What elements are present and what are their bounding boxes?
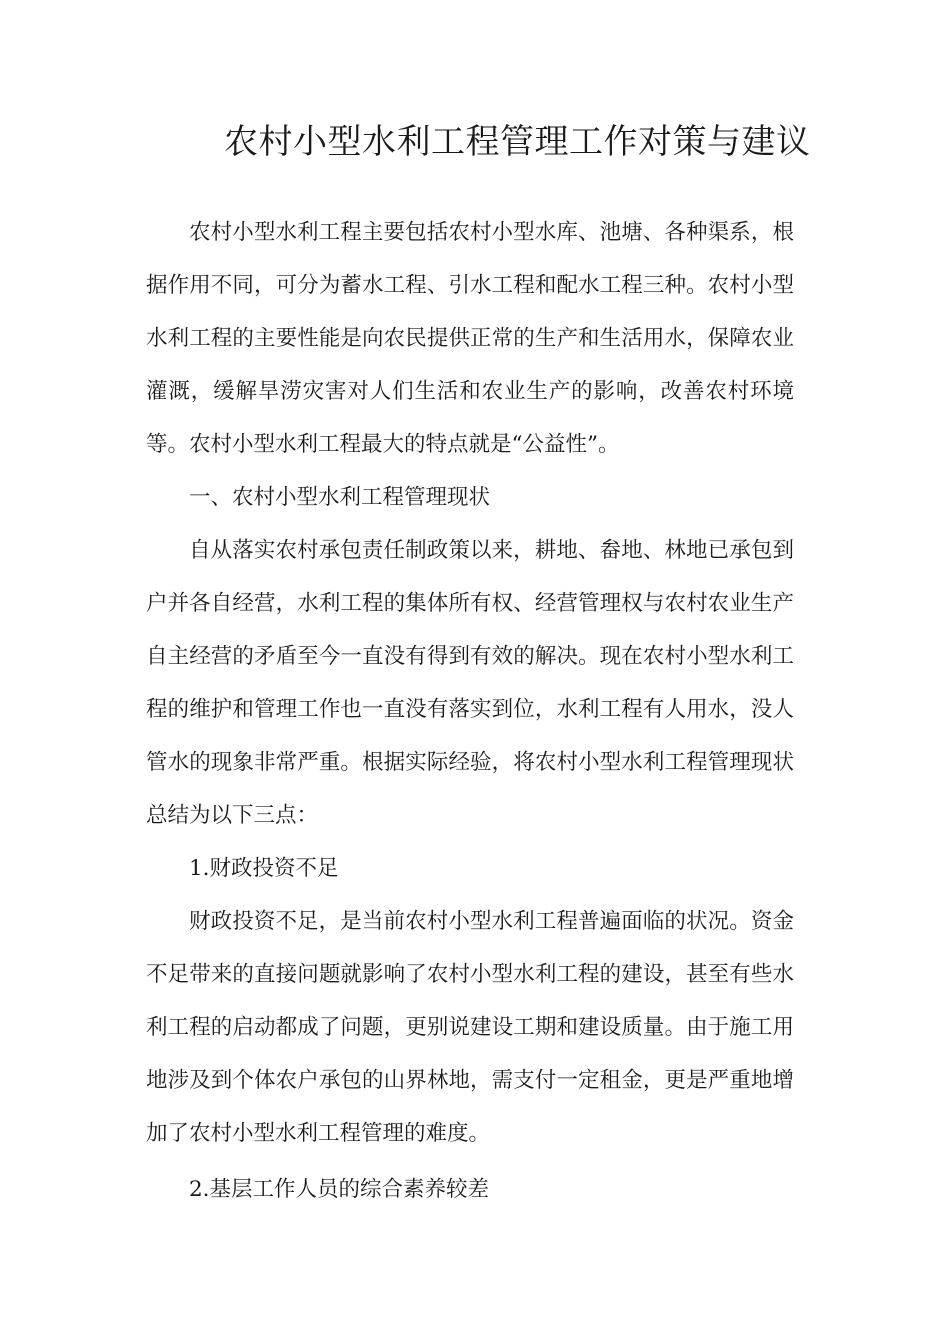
intro-paragraph: 农村小型水利工程主要包括农村小型水库、池塘、各种渠系，根据作用不同，可分为蓄水工程、引水工程和配水工程三种。农村小型水利工程的主要性能是向农民提供正常的生产和生活用水，保障农业灌溉，缓解旱涝灾害对人们生活和农业生产的影响，改善农村环境等。农村小型水利工程最大的特点就是“公益性”。 — [146, 220, 794, 457]
document-title: 农村小型水利工程管理工作对策与建议 — [224, 122, 811, 162]
subheading-1: 1.财政投资不足 — [189, 856, 339, 881]
subheading-2: 2.基层工作人员的综合素养较差 — [189, 1177, 490, 1202]
section-1-paragraph: 自从落实农村承包责任制政策以来，耕地、畚地、林地已承包到户并各自经营，水利工程的集体所有权、经营管理权与农村农业生产自主经营的矛盾至今一直没有得到有效的解决。现在农村小型水利工程的维护和管理工作也一直没有落实到位，水利工程有人用水，没人管水的现象非常严重。根据实际经验，将农村小型水利工程管理现状总结为以下三点： — [146, 538, 794, 828]
subsection-1-paragraph: 财政投资不足，是当前农村小型水利工程普遍面临的状况。资金不足带来的直接问题就影响了农村小型水利工程的建设，甚至有些水利工程的启动都成了问题，更别说建设工期和建设质量。由于施工用地涉及到个体农户承包的山界林地，需支付一定租金，更是严重地增加了农村小型水利工程管理的难度。 — [146, 909, 794, 1146]
section-heading-1: 一、农村小型水利工程管理现状 — [189, 485, 491, 510]
